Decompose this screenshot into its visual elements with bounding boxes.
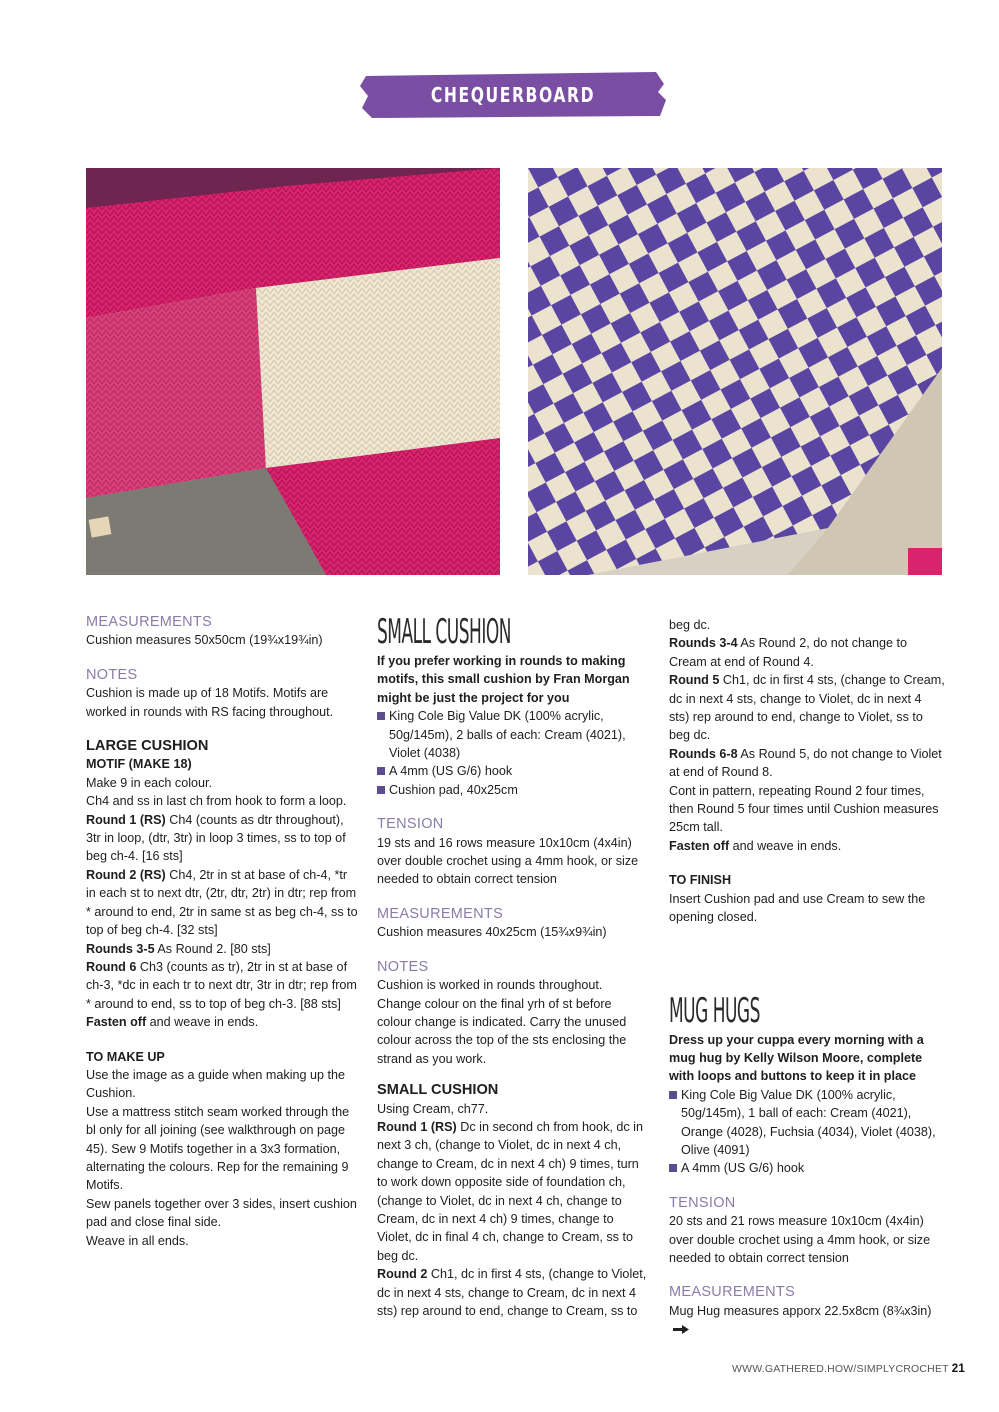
measurements-heading: MEASUREMENTS [86,614,213,630]
round-1-instruction: Round 1 (RS) Ch4 (counts as dtr throughout), 3tr in loop, (dtr, 3tr) in loop 3 times, ss to top of beg ch-4. [16 sts] [86,812,346,864]
small-cushion-heading: SMALL CUSHION [377,1082,499,1099]
make-up-text-4: Weave in all ends. [86,1233,189,1248]
make-up-text-2: Use a mattress stitch seam worked through the bl only for all joining (see walkthrough on page 45). Sew 9 Motifs together in a 3x3 formation, alternating the colours. Rep for the remaining 9 Motifs. [86,1104,350,1193]
rounds-3-4-instruction: Rounds 3-4 As Round 2, do not change to Cream at end of Round 4. [669,636,908,669]
column-2 [377,612,649,1320]
motif-heading: MOTIF (MAKE 18) [86,757,192,772]
measurements-text: Cushion measures 40x25cm (15¾x9¾in) [377,925,607,940]
measurements-text: Cushion measures 50x50cm (19¾x19¾in) [86,633,323,648]
column-1 [86,613,358,1250]
make-up-text-3: Sew panels together over 3 sides, insert cushion pad and close final side. [86,1196,357,1230]
make-up-heading: TO MAKE UP [86,1049,165,1064]
round-label: Round 6 [86,959,137,974]
footer-url: WWW.GATHERED.HOW/SIMPLYCROCHET [732,1363,949,1375]
pointing-hand-icon [673,1325,689,1334]
measurements-text: Mug Hug measures apporx 22.5x8cm (8¾x3in) [669,1302,945,1339]
small-cushion-photo [528,168,942,575]
materials-list [377,707,649,799]
list-item: King Cole Big Value DK (100% acrylic, 50g/145m), 2 balls of each: Cream (4021), Violet (4038) [377,707,649,762]
notes-heading: NOTES [377,958,429,975]
page-footer [732,1363,965,1375]
materials-list [669,1086,945,1178]
round-label: Rounds 6-8 [669,746,738,761]
list-item: Cushion pad, 40x25cm [377,781,649,799]
round-label: Round 2 (RS) [86,867,166,882]
tension-text: 20 sts and 21 rows measure 10x10cm (4x4in) over double crochet using a 4mm hook, or size needed to obtain correct tension [669,1214,931,1265]
to-finish-heading: TO FINISH [669,873,732,888]
measurements-heading: MEASUREMENTS [377,905,504,922]
large-cushion-heading: LARGE CUSHION [86,738,209,755]
tension-text: 19 sts and 16 rows measure 10x10cm (4x4in) over double crochet using a 4mm hook, or size needed to obtain correct tension [377,835,639,887]
square-bullet-icon [377,786,385,794]
collection-banner [360,70,666,157]
notes-heading: NOTES [86,666,138,683]
tension-heading: TENSION [377,816,444,833]
page-number: 21 [951,1363,965,1375]
round-label: Rounds 3-5 [86,941,155,956]
to-finish-text: Insert Cushion pad and use Cream to sew the opening closed. [669,891,926,925]
continued-text: beg dc. [669,618,711,632]
rounds-6-8-instruction: Rounds 6-8 As Round 5, do not change to Violet at end of Round 8. [669,746,942,780]
column-3 [669,616,945,1339]
square-bullet-icon [377,712,385,720]
rounds-3-5-instruction: Rounds 3-5 As Round 2. [80 sts] [86,941,271,956]
fasten-off-instruction: Fasten off and weave in ends. [86,1015,259,1030]
round-label: Rounds 3-4 [669,636,738,651]
small-cushion-intro: If you prefer working in rounds to making motifs, this small cushion by Fran Morgan might be just the project for you [377,654,630,705]
make-instruction: Make 9 in each colour. [86,775,213,790]
mug-hugs-intro: Dress up your cuppa every morning with a mug hug by Kelly Wilson Moore, complete with loops and buttons to keep it in place [669,1032,924,1084]
mug-hugs-title: MUG HUGS [669,990,760,1031]
large-cushion-photo [86,168,500,575]
small-cushion-title: SMALL CUSHION [377,612,511,652]
round-label: Round 1 (RS) [377,1119,457,1134]
round-label: Round 2 [377,1267,428,1282]
list-item: King Cole Big Value DK (100% acrylic, 50g/145m), 1 ball of each: Cream (4021), Orange (4028), Fuchsia (4034), Violet (4038), Olive (4091) [669,1086,945,1160]
make-up-text-1: Use the image as a guide when making up the Cushion. [86,1067,346,1101]
square-bullet-icon [669,1091,677,1099]
round-1-instruction: Round 1 (RS) Dc in second ch from hook, dc in next 3 ch, (change to Violet, dc in next 4 ch, change to Cream, dc in next 4 ch) 9 times, turn to work down opposite side of foundation ch, (change to Violet, dc in next 4 ch, change to Cream, dc in next 4 ch) 9 times, change to Violet, dc in final 4 ch, change to Cream, ss to beg dc. [377,1119,643,1263]
square-bullet-icon [377,767,385,775]
fasten-off-instruction: Fasten off and weave in ends. [669,838,842,853]
round-5-instruction: Round 5 Ch1, dc in first 4 sts, (change to Cream, dc in next 4 sts, change to Violet, dc in next 4 sts) rep around to end, change to Violet, ss to beg dc. [669,673,945,743]
round-2-instruction: Round 2 Ch1, dc in first 4 sts, (change to Violet, dc in next 4 sts, change to Cream, dc in next 4 sts) rep around to end, change to Cream, ss to [377,1267,647,1318]
ch4-instruction: Ch4 and ss in last ch from hook to form a loop. [86,794,347,809]
notes-text: Cushion is made up of 18 Motifs. Motifs are worked in rounds with RS facing throughout. [86,686,334,719]
list-item: A 4mm (US G/6) hook [377,762,649,780]
round-label: Round 5 [669,673,720,688]
round-2-instruction: Round 2 (RS) Ch4, 2tr in st at base of ch-4, *tr in each st to next dtr, (2tr, dtr, 2tr) in dtr; rep from * around to end, 2tr in same st as beg ch-4, ss to top of beg ch-4. [32 sts] [86,867,358,938]
list-item: A 4mm (US G/6) hook [669,1159,945,1177]
continue-pattern-text: Cont in pattern, repeating Round 2 four times, then Round 5 four times until Cushion measures 25cm tall. [669,783,939,835]
round-label: Round 1 (RS) [86,812,166,827]
square-bullet-icon [669,1164,677,1172]
notes-text: Cushion is worked in rounds throughout. Change colour on the final yrh of st before colour change is indicated. Carry the unused colour across the top of the sts enclosing the strand as you work. [377,978,627,1066]
tension-heading: TENSION [669,1194,736,1211]
round-6-instruction: Round 6 Ch3 (counts as tr), 2tr in st at base of ch-3, *dc in each tr to next dtr, 3tr in dtr; rep from * around to end, ss to top of beg ch-3. [88 sts] [86,959,357,1011]
using-instruction: Using Cream, ch77. [377,1101,489,1116]
banner-title: CHEQUERBOARD COLLECTION [430,83,596,157]
measurements-heading: MEASUREMENTS [669,1284,796,1301]
